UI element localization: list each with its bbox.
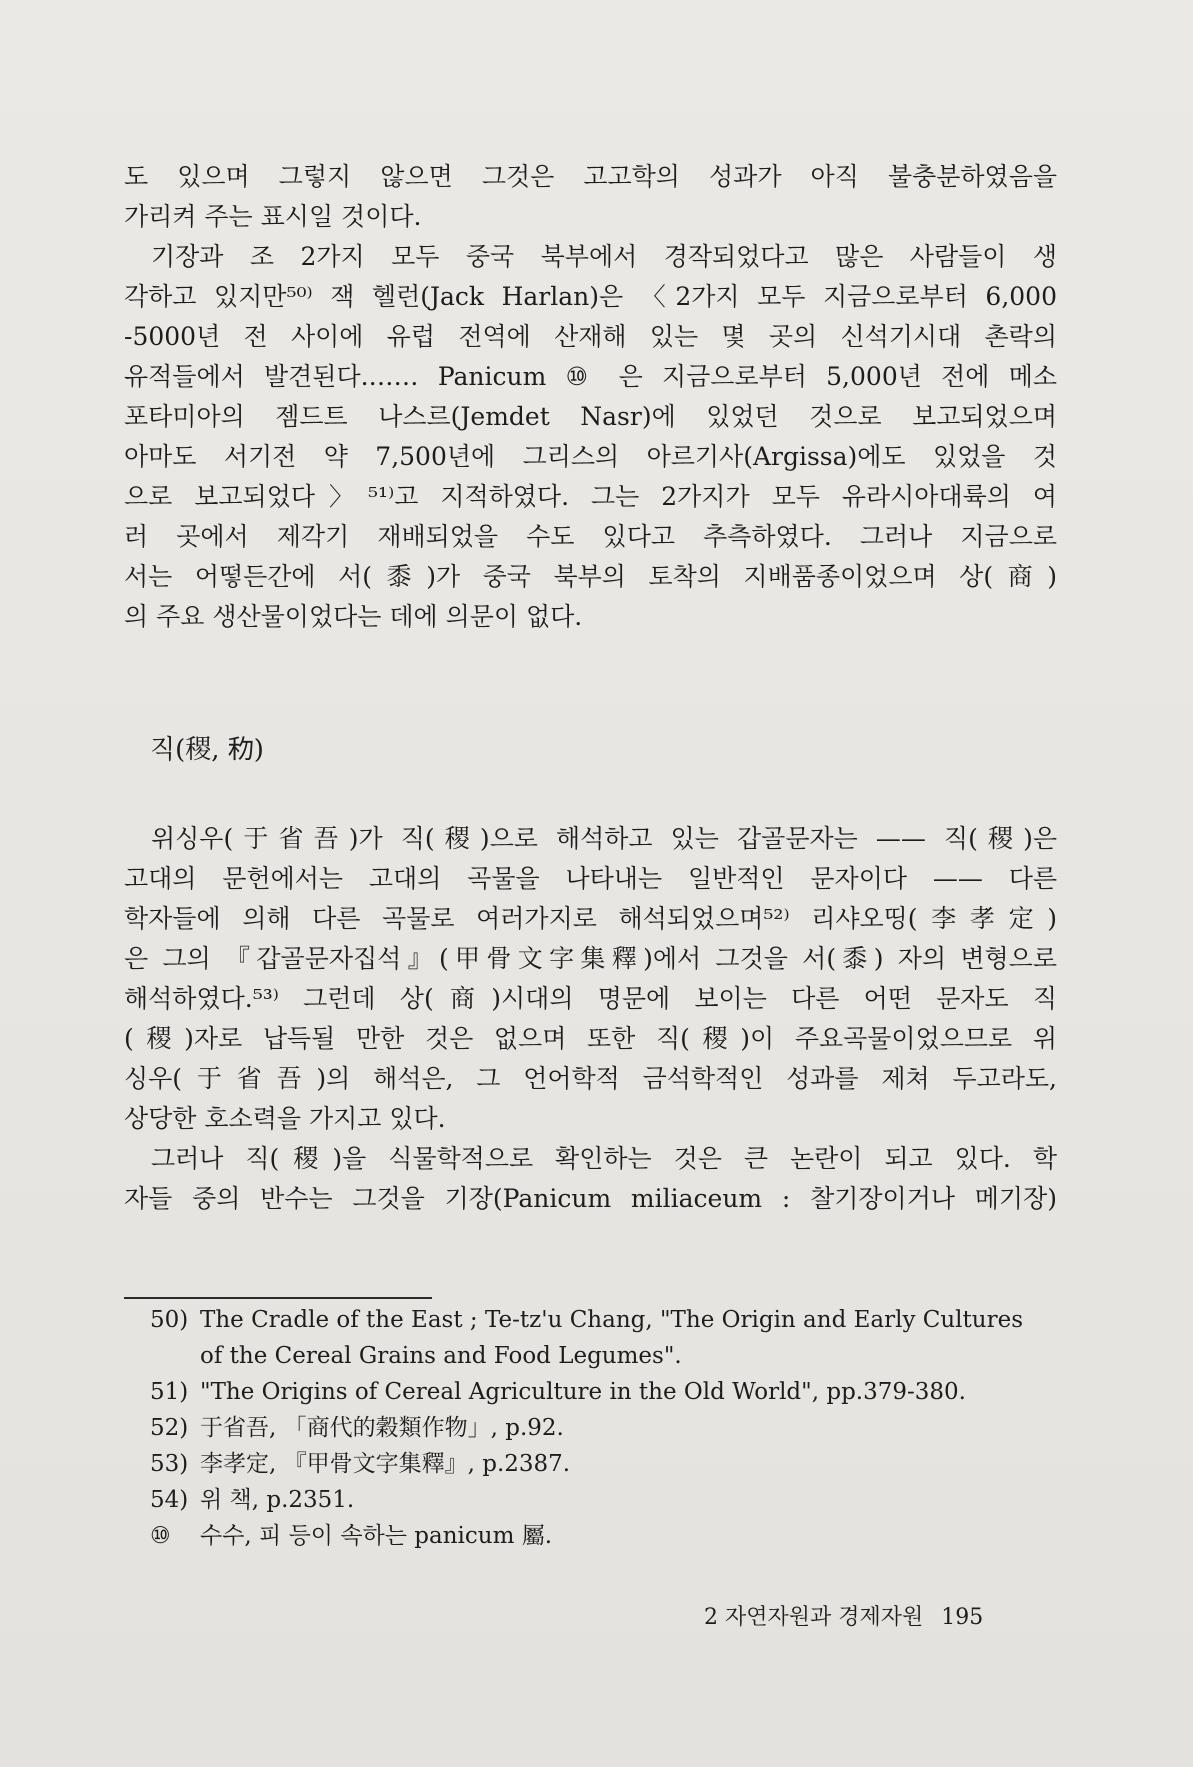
- text-line: -5000년 전 사이에 유럽 전역에 산재해 있는 몇 곳의 신석기시대 촌락의: [124, 322, 1057, 351]
- text-line: 해석하였다.⁵³⁾ 그런데 상(商)시대의 명문에 보이는 다른 어떤 문자도 직: [124, 984, 1057, 1013]
- text-line: 가리켜 주는 표시일 것이다.: [124, 202, 422, 231]
- footnote-52: [150, 1410, 1060, 1446]
- footnote-50: [150, 1302, 1060, 1374]
- text-line: 상당한 호소력을 가지고 있다.: [124, 1104, 446, 1133]
- footnote-54: [150, 1482, 1060, 1518]
- page-number: 195: [941, 1605, 984, 1630]
- text-line: 기장과 조 2가지 모두 중국 북부에서 경작되었다고 많은 사람들이 생: [151, 242, 1057, 271]
- footnote-text: 수수, 피 등이 속하는 panicum 屬.: [200, 1523, 553, 1549]
- paragraph-block-1: [124, 157, 1057, 637]
- footnote-text: "The Origins of Cereal Agriculture in the Old World", pp.379-380.: [200, 1379, 966, 1405]
- text-line: 위싱우(于省吾)가 직(稷)으로 해석하고 있는 갑골문자는 —— 직(稷)은: [151, 824, 1057, 853]
- running-chapter-title: 2 자연자원과 경제자원: [704, 1605, 924, 1630]
- text-line: 아마도 서기전 약 7,500년에 그리스의 아르기사(Argissa)에도 있었을 것: [124, 442, 1057, 471]
- footnote-51: [150, 1374, 1060, 1410]
- section-heading: 직(稷, 𥝢): [150, 735, 264, 765]
- footnote-text: 李孝定, 『甲骨文字集釋』, p.2387.: [200, 1451, 571, 1477]
- footnote-line: of the Cereal Grains and Food Legumes".: [200, 1343, 682, 1369]
- text-line: 각하고 있지만⁵⁰⁾ 잭 헬런(Jack Harlan)은 〈2가지 모두 지금으로부터 6,000: [124, 282, 1057, 311]
- page-footer: [704, 1603, 983, 1633]
- footnotes: [150, 1302, 1060, 1554]
- footnote-number: 51): [150, 1379, 189, 1405]
- text-line: 의 주요 생산물이었다는 데에 의문이 없다.: [124, 602, 583, 631]
- text-line: 고대의 문헌에서는 고대의 곡물을 나타내는 일반적인 문자이다 —— 다른: [124, 864, 1057, 893]
- paragraph-block-2: [124, 819, 1057, 1219]
- footnote-text: [200, 1302, 1060, 1374]
- footnote-text: 위 책, p.2351.: [200, 1487, 355, 1513]
- footnote-text: 于省吾, 「商代的穀類作物」, p.92.: [200, 1415, 564, 1441]
- footnote-number: 50): [150, 1307, 189, 1333]
- text-line: 러 곳에서 제각기 재배되었을 수도 있다고 추측하였다. 그러나 지금으로: [124, 522, 1057, 551]
- text-line: 포타미아의 젬드트 나스르(Jemdet Nasr)에 있었던 것으로 보고되었으며: [124, 402, 1057, 431]
- text-line: 학자들에 의해 다른 곡물로 여러가지로 해석되었으며⁵²⁾ 리샤오띵(李孝定): [124, 904, 1057, 933]
- footnote-number: 52): [150, 1415, 189, 1441]
- text-line: 서는 어떻든간에 서(黍)가 중국 북부의 토착의 지배품종이었으며 상(商): [124, 562, 1057, 591]
- text-line: (稷)자로 납득될 만한 것은 없으며 또한 직(稷)이 주요곡물이었으므로 위: [124, 1024, 1057, 1053]
- footnote-divider: [124, 1297, 432, 1299]
- text-line: 싱우(于省吾)의 해석은, 그 언어학적 금석학적인 성과를 제쳐 두고라도,: [124, 1064, 1057, 1093]
- footnote-number: 53): [150, 1451, 189, 1477]
- text-line: 도 있으며 그렇지 않으면 그것은 고고학의 성과가 아직 불충분하였음을: [124, 162, 1057, 191]
- footnote-53: [150, 1446, 1060, 1482]
- text-line: 으로 보고되었다〉⁵¹⁾고 지적하였다. 그는 2가지가 모두 유라시아대륙의 여: [124, 482, 1057, 511]
- footnote-line: The Cradle of the East ; Te-tz'u Chang, "The Origin and Early Cultures: [200, 1307, 1023, 1333]
- text-line: 은 그의 『갑골문자집석』(甲骨文字集釋)에서 그것을 서(黍) 자의 변형으로: [124, 944, 1057, 973]
- footnote-number: 54): [150, 1487, 189, 1513]
- text-line: 그러나 직(稷)을 식물학적으로 확인하는 것은 큰 논란이 되고 있다. 학: [151, 1144, 1057, 1173]
- text-line: 유적들에서 발견된다.…… Panicum ⑩ 은 지금으로부터 5,000년 전에 메소: [124, 362, 1057, 391]
- text-line: 자들 중의 반수는 그것을 기장(Panicum miliaceum : 찰기장이거나 메기장): [124, 1184, 1057, 1213]
- footnote-number: ⑩: [150, 1523, 171, 1549]
- footnote-10: [150, 1518, 1060, 1554]
